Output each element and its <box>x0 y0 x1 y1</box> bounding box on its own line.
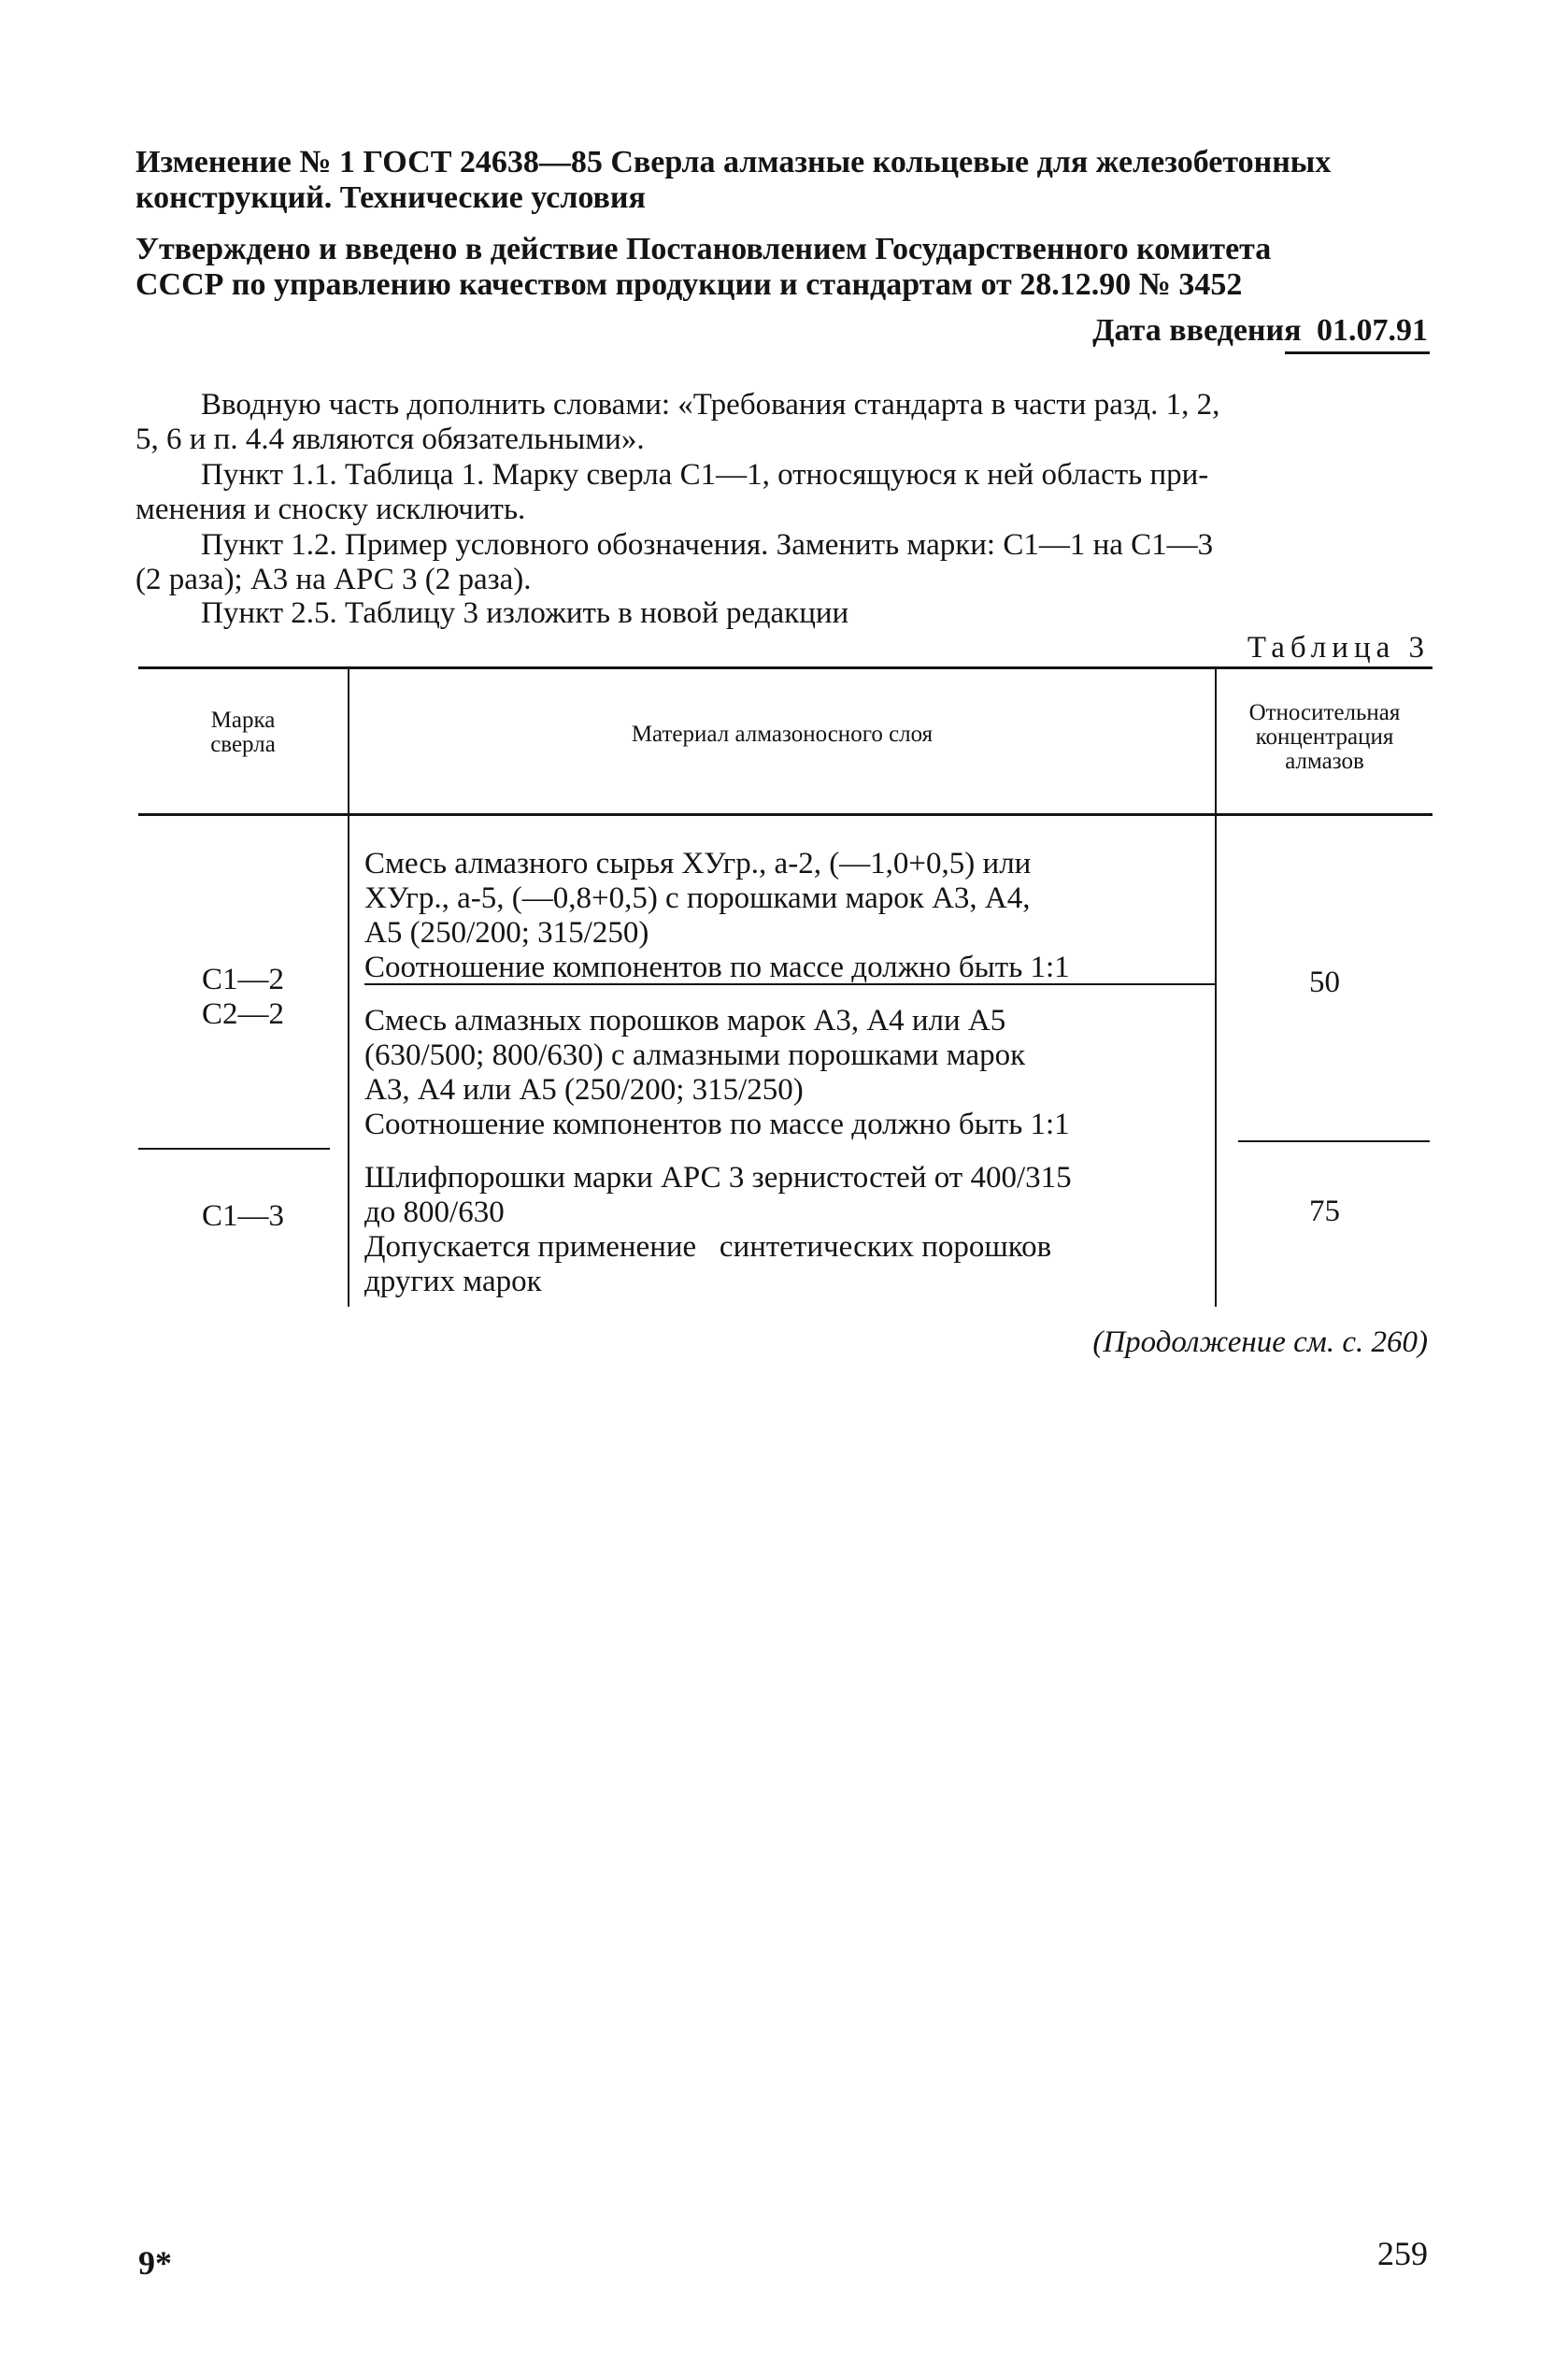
mark-line: С1—3 <box>201 1199 284 1233</box>
amendment-title <box>135 145 1430 216</box>
approval-text <box>135 232 1430 303</box>
header-line: сверла <box>210 732 276 757</box>
continuation-note: (Продолжение см. с. 260) <box>1092 1325 1428 1359</box>
table-row-1-marks <box>138 963 348 1032</box>
amendment-title-line: Изменение № 1 ГОСТ 24638—85 Сверла алмазные кольцевые для железобетонных <box>135 145 1332 179</box>
table-top-rule <box>138 666 1433 669</box>
table-row-2-material <box>364 1161 1210 1299</box>
paragraph-line: Пункт 1.2. Пример условного обозначения. Заменить марки: С1—1 на С1—3 <box>201 528 1214 562</box>
amendment-title-line: конструкций. Технические условия <box>135 180 646 215</box>
material-line: ХУгр., а-5, (—0,8+0,5) с порошками марок А3, А4, <box>364 881 1031 915</box>
effective-date <box>1092 313 1428 349</box>
header-line: Марка <box>210 708 276 733</box>
approval-line: Утверждено и введено в действие Постановлением Государственного комитета <box>135 232 1272 266</box>
table-header-mark <box>138 709 348 757</box>
paragraph-line: Пункт 1.1. Таблица 1. Марку сверла С1—1, относящуюся к ней область при- <box>201 458 1209 492</box>
paragraph-2-5: Пункт 2.5. Таблицу 3 изложить в новой редакции <box>201 596 849 630</box>
table-row-1-material-2 <box>364 1004 1210 1142</box>
effective-date-underline <box>1285 351 1430 354</box>
signature-mark: 9* <box>138 2244 172 2282</box>
table-row-1-concentration: 50 <box>1309 966 1340 999</box>
table-row-divider-left <box>138 1148 330 1150</box>
paragraph-intro <box>135 388 1430 457</box>
material-line: А3, А4 или А5 (250/200; 315/250) <box>364 1073 804 1107</box>
table-row-divider-right <box>1238 1140 1430 1142</box>
table-header-concentration <box>1217 701 1433 774</box>
material-line: А5 (250/200; 315/250) <box>364 916 649 950</box>
effective-date-value: 01.07.91 <box>1317 313 1428 348</box>
paragraph-line: Вводную часть дополнить словами: «Требования стандарта в части разд. 1, 2, <box>201 388 1220 422</box>
material-line: Соотношение компонентов по массе должно быть 1:1 <box>364 951 1070 984</box>
paragraph-1-2 <box>135 528 1430 597</box>
material-line: Соотношение компонентов по массе должно быть 1:1 <box>364 1108 1070 1141</box>
effective-date-label: Дата введения <box>1092 313 1302 348</box>
paragraph-line: (2 раза); А3 на АРС 3 (2 раза). <box>135 563 532 596</box>
table-header-material: Материал алмазоносного слоя <box>631 722 934 747</box>
header-line: концентрация <box>1255 724 1394 750</box>
material-line: Допускается применение синтетических порошков <box>364 1230 1052 1264</box>
table-row-2-marks <box>138 1199 348 1234</box>
approval-line: СССР по управлению качеством продукции и стандартам от 28.12.90 № 3452 <box>135 267 1243 302</box>
material-line: Смесь алмазного сырья ХУгр., а-2, (—1,0+0,5) или <box>364 847 1032 880</box>
paragraph-line: менения и сноску исключить. <box>135 493 526 526</box>
table-row-2-concentration: 75 <box>1309 1195 1340 1228</box>
page-number: 259 <box>1377 2235 1428 2272</box>
table-caption: Таблица 3 <box>1247 631 1430 665</box>
mark-line: С1—2 <box>201 963 284 996</box>
table-header-rule <box>138 813 1433 816</box>
paragraph-line: 5, 6 и п. 4.4 являются обязательными». <box>135 422 645 456</box>
material-line: до 800/630 <box>364 1195 505 1229</box>
mark-line: С2—2 <box>201 997 284 1031</box>
header-line: алмазов <box>1285 749 1364 774</box>
header-line: Относительная <box>1248 700 1401 725</box>
material-line: (630/500; 800/630) с алмазными порошками марок <box>364 1038 1026 1072</box>
material-line: Смесь алмазных порошков марок А3, А4 или А5 <box>364 1004 1006 1038</box>
table-col1-divider <box>348 666 349 1307</box>
table-row-1-material-1 <box>364 847 1210 985</box>
material-line: Шлифпорошки марки АРС 3 зернистостей от 400/315 <box>364 1161 1072 1195</box>
paragraph-1-1 <box>135 458 1430 527</box>
material-line: других марок <box>364 1265 542 1298</box>
